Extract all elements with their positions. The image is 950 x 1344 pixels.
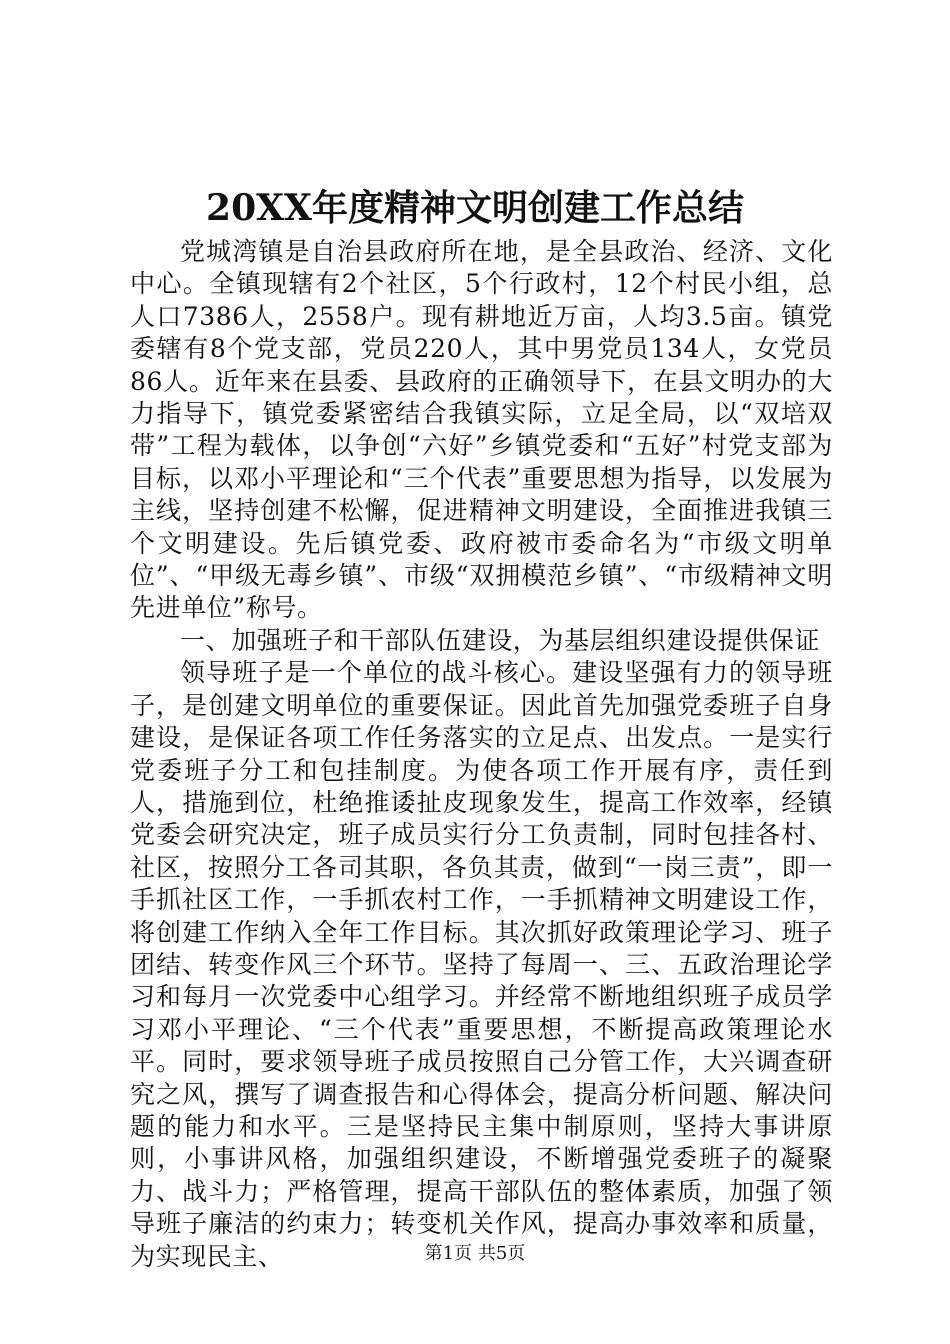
- intro-paragraph: 党城湾镇是自治县政府所在地，是全县政治、经济、文化中心。全镇现辖有2个社区，5个行政村，12个村民小组，总人口7386人，2558户。现有耕地近万亩，人均3.5亩。镇党委辖有8个党支部，党员220人，其中男党员134人，女党员86人。近年来在县委、县政府的正确领导下，在县文明办的大力指导下，镇党委紧密结合我镇实际，立足全局，以“双培双带”工程为载体，以争创“六好”乡镇党委和“五好”村党支部为目标，以邓小平理论和“三个代表”重要思想为指导，以发展为主线，坚持创建不松懈，促进精神文明建设，全面推进我镇三个文明建设。先后镇党委、政府被市委命名为“市级文明单位”、“甲级无毒乡镇”、市级“双拥模范乡镇”、“市级精神文明先进单位”称号。: [130, 237, 833, 623]
- section-1-paragraph: 领导班子是一个单位的战斗核心。建设坚强有力的领导班子，是创建文明单位的重要保证。因此首先加强党委班子自身建设，是保证各项工作任务落实的立足点、出发点。一是实行党委班子分工和包挂制度。为使各项工作开展有序，责任到人，措施到位，杜绝推诿扯皮现象发生，提高工作效率，经镇党委会研究决定，班子成员实行分工负责制，同时包挂各村、社区，按照分工各司其职，各负其责，做到“一岗三责”，即一手抓社区工作，一手抓农村工作，一手抓精神文明建设工作，将创建工作纳入全年工作目标。其次抓好政策理论学习、班子团结、转变作风三个环节。坚持了每周一、三、五政治理论学习和每月一次党委中心组学习。并经常不断地组织班子成员学习邓小平理论、“三个代表”重要思想，不断提高政策理论水平。同时，要求领导班子成员按照自己分管工作，大兴调查研究之风，撰写了调查报告和心得体会，提高分析问题、解决问题的能力和水平。三是坚持民主集中制原则，坚持大事讲原则，小事讲风格，加强组织建设，不断增强党委班子的凝聚力、战斗力；严格管理，提高干部队伍的整体素质，加强了领导班子廉洁的约束力；转变机关作风，提高办事效率和质量，为实现民主、: [130, 658, 833, 1271]
- section-heading-1: 一、加强班子和干部队伍建设，为基层组织建设提供保证: [180, 625, 821, 655]
- page-footer: 第1页 共5页: [424, 1243, 526, 1264]
- document-body: [130, 236, 833, 1273]
- document-title: 20XX年度精神文明创建工作总结: [206, 187, 744, 229]
